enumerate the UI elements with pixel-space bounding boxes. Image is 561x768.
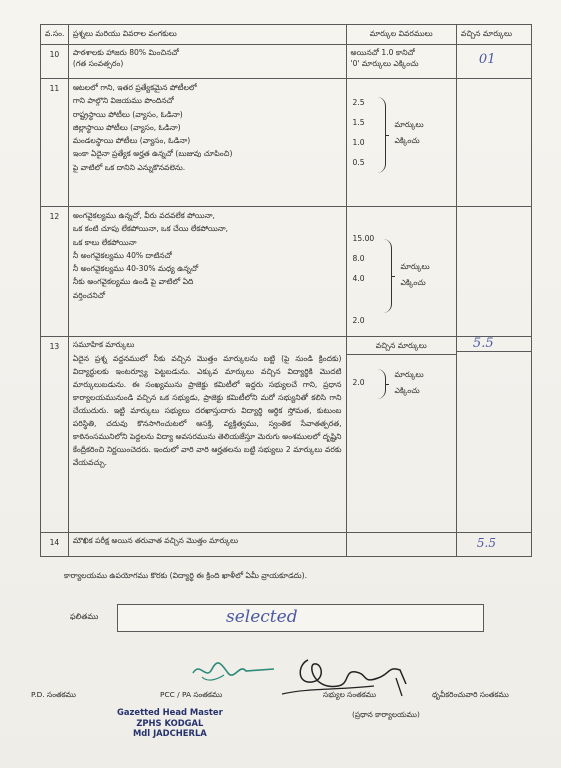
- row-description: [68, 45, 346, 79]
- row-awarded: [456, 533, 531, 557]
- row-text: ఒక కంటి చూపు లేకపోయినా, ఒక చేయి లేకపోయినా,: [72, 224, 229, 234]
- table-row: [41, 79, 532, 207]
- header-no: వ.సం.: [41, 25, 69, 45]
- row-text: మౌఖిక పరీక్ష అయిన తరువాత వచ్చిన మొత్తం మార్కులు: [72, 536, 239, 545]
- member-signature-label: సభ్యుల సంతకము: [323, 690, 377, 699]
- table-header-row: [41, 25, 532, 45]
- row-marks: [346, 207, 456, 337]
- row-text: నీకు అంగవైకల్యము ఉండి పై వాటిలో ఏది: [72, 277, 194, 287]
- brace-icon: [377, 369, 386, 399]
- row-text: నీ అంగవైకల్యము 40% దాటినచో: [72, 250, 172, 260]
- row-paragraph: ఏదైన ప్రశ్న వద్దనములో నీకు వచ్చిన మొత్తం మార్కులను బట్టి (పై నుండి క్రిందకు) విద్యార్థులకు ఇంటర్వ్యూ పెట్టబడును. ఎక్కువ మార్కులు వచ్చిన విద్యార్థికి మొదటి మార్కులుబడును. ఈ సంఖ్యమును ప్రాజెక్టు కమిటీలో ఇద్దరు సభ్యులచే గాని, ప్రధాన కార్యాలయమునుండి వచ్చిన ఒక సభ్యుడు, ప్రాజెక్టు కమిటీలోని మరో సభ్యునితో కలిసి గాని చేయుదురు. ఇట్టి మార్కులు సభ్యులు దరఖాస్తుదారు విద్యార్థి ఆర్థిక స్తోమత, కుటుంబ పరిస్థితి, చదువు కొనసాగించుటలో ఆసక్తి, వ్యక్తిత్వము, స్వంతిక సేవాతత్పరత, కాఠినంసమునిలోని పెద్దలను విద్యా అవసరమును తెలియజేస్తూ మెరుగు అంశములలో దృష్టిని కేంద్రీకరించి నిర్ణయించెదరు. ఇందులో వారి వారి ఆర్హతలను బట్టి సభ్యులు 2 మార్కులు వరకు వేయవచ్చు.: [72, 354, 342, 468]
- row-text: జిల్లాస్థాయి పోటీలు (వ్యాసం, ఓడినా): [72, 122, 181, 132]
- row-awarded: [456, 45, 531, 79]
- row-marks: [346, 45, 456, 79]
- stamp-line: ZPHS KODGAL: [136, 717, 204, 728]
- row-number: 11: [41, 79, 69, 207]
- row-text: వర్తించనిచో: [72, 290, 106, 300]
- result-field[interactable]: [117, 604, 484, 632]
- marks-text: '0' మార్కులు ఎక్కించు: [350, 59, 419, 68]
- marks-value: 1.0: [352, 138, 365, 147]
- table-row: [41, 207, 532, 337]
- row-awarded: [456, 207, 531, 337]
- row-number: 12: [41, 207, 69, 337]
- pcc-signature-label: PCC / PA సంతకము: [160, 690, 223, 699]
- result-label: ఫలితము: [70, 612, 99, 621]
- row-text: పై వాటిలో ఒక దానిని ఎన్నుకొనవలెను.: [72, 162, 186, 172]
- brace-icon: [377, 97, 386, 173]
- row-text: మండలస్థాయి పోటీలు (వ్యాసం, ఓడినా): [72, 136, 191, 146]
- marks-values-group: [353, 369, 456, 399]
- awarded-marks: 5.5: [472, 336, 494, 351]
- marks-values-group: [353, 233, 452, 327]
- table-row: [41, 337, 532, 533]
- marks-value: 4.0: [352, 274, 365, 283]
- row-number: 14: [41, 533, 69, 557]
- row-description: [68, 79, 346, 207]
- stamp-line: Mdl JADCHERLA: [132, 728, 207, 738]
- marks-value: 15.00: [352, 234, 375, 243]
- marks-note: మార్కులు: [400, 262, 430, 271]
- row-text: (గత సంవత్సరం): [72, 59, 124, 68]
- row-text: నీ అంగవైకల్యము 40-30% మధ్య ఉన్నచో: [72, 264, 199, 274]
- evaluation-table: [40, 24, 532, 557]
- marks-value: 1.5: [352, 118, 365, 127]
- header-marks: మార్కుల వివరములు: [346, 25, 456, 45]
- marks-value: 2.0: [352, 316, 365, 325]
- row-number: 13: [41, 337, 69, 533]
- row-text: గాని పాల్గొని విజయము పొందినచో: [72, 96, 174, 106]
- marks-subheader: వచ్చిన మార్కులు: [347, 337, 456, 355]
- office-label: (ప్రధాన కార్యాలయము): [352, 710, 420, 719]
- awarded-marks: 01: [478, 52, 496, 67]
- table-row: [41, 45, 532, 79]
- marks-note: ఎక్కించు: [394, 136, 420, 145]
- marks-note: ఎక్కించు: [394, 386, 420, 395]
- marks-value: 8.0: [352, 254, 365, 263]
- row-awarded: [456, 337, 531, 533]
- row-text: పాఠశాలకు హాజరు 80% మించినచో: [72, 48, 179, 57]
- marks-value: 0.5: [352, 158, 365, 167]
- row-marks: [346, 533, 456, 557]
- row-marks: [346, 337, 456, 533]
- marks-note: మార్కులు: [394, 120, 424, 129]
- marks-value: 2.0: [352, 378, 365, 387]
- marks-text: అయినచో 1.0 కానిచో: [350, 48, 415, 57]
- row-text: ఇంకా ఏదైనా ప్రత్యేక అర్హత ఉన్నచో (బుజువు చూపించి): [72, 149, 233, 159]
- marks-note: మార్కులు: [394, 370, 424, 379]
- row-title: సమూహిక మార్కులు: [72, 340, 135, 349]
- row-text: రాష్ట్రస్థాయి పోటీలు (వ్యాసం, ఓడినా): [72, 109, 183, 119]
- marks-values-group: [353, 97, 452, 173]
- row-text: అంగవైకల్యము ఉన్నచో, వీరు వదవలేక పోయినా,: [72, 211, 215, 220]
- row-description: [68, 207, 346, 337]
- row-description: [68, 533, 346, 557]
- row-description: [68, 337, 346, 533]
- pd-signature-label: P.D. సంతకము: [31, 690, 76, 699]
- official-signature-label: ధృవీకరించువారి సంతకము: [432, 690, 509, 699]
- row-text: ఒక కాలు లేకపోయినా: [72, 237, 137, 247]
- marks-note: ఎక్కించు: [400, 278, 426, 287]
- stamp-line: Gazetted Head Master: [117, 707, 223, 717]
- brace-icon: [383, 239, 392, 313]
- table-row: [41, 533, 532, 557]
- row-awarded: [456, 79, 531, 207]
- row-text: ఆటలలో గాని, ఇతర ప్రత్యేకమైన పోటీలలో: [72, 83, 197, 92]
- row-marks: [346, 79, 456, 207]
- header-description: ప్రశ్నలు మరియు వివరాల వంగకులు: [68, 25, 346, 45]
- marks-value: 2.5: [352, 98, 365, 107]
- result-value: selected: [226, 607, 298, 627]
- row-number: 10: [41, 45, 69, 79]
- office-use-note: కార్యాలయము ఉపయోగము కొరకు (విద్యార్థి ఈ క్రింది ఖాళీలో ఏమీ వ్రాయకూడదు).: [64, 571, 308, 580]
- header-awarded: వచ్చిన మార్కులు: [456, 25, 531, 45]
- awarded-marks: 5.5: [476, 536, 497, 550]
- headmaster-stamp: [117, 707, 223, 739]
